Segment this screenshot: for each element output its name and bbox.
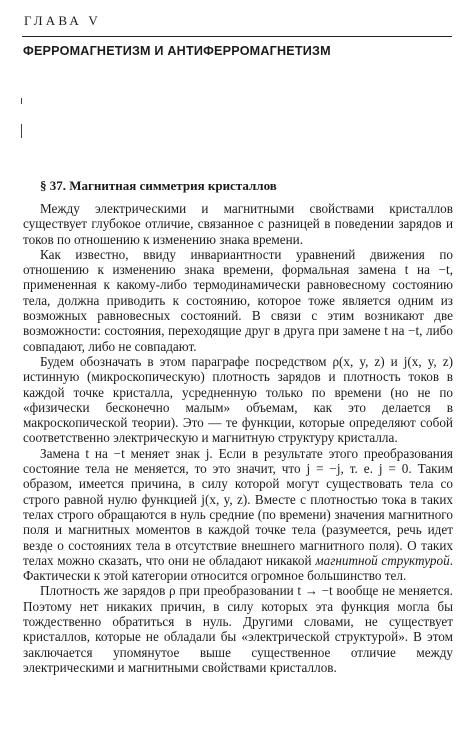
emphasis-text: магнитной структурой <box>315 552 450 568</box>
margin-mark <box>21 98 22 104</box>
chapter-label: ГЛАВА V <box>24 13 102 28</box>
paragraph: Между электрическими и магнитными свойствами кристаллов существует глубокое отличие, связанное с разницей в поведении зарядов и токов по отношению к изменению знака времени. <box>23 201 453 247</box>
paragraph-text: Замена t на −t меняет знак j. Если в результате этого преобразования состояние тела не меняется, то это значит, что j = −j, т. е. j = 0. Таким образом, имеется причина, в силу которой могут существовать тела со строго равной нулю функцией j(x, y, z). Вместе с плотностью тока в таких телах строго обращаются в нуль средние (по времени) значения магнитного поля и магнитных моментов в каждой точке тела (разумеется, речь идет везде о состояниях тела в отсутствие внешнего магнитного поля). О таких телах можно сказать, что они не обладают никакой <box>23 445 453 568</box>
paragraph: Будем обозначать в этом параграфе посредством ρ(x, y, z) и j(x, y, z) истинную (микроскопическую) плотность зарядов и плотность токов в каждой точке кристалла, усредненную только по времени (но не по «физически бесконечно малым» объемам, как это делается в макроскопической теории). Это — те функции, которые определяют собой соответственно электрическую и магнитную структуру кристалла. <box>23 353 453 446</box>
body-text <box>23 201 453 675</box>
paragraph-text: . Фактически к этой категории относится огромное большинство тел. <box>23 552 453 584</box>
chapter-title: ФЕРРОМАГНЕТИЗМ И АНТИФЕРРОМАГНЕТИЗМ <box>23 44 331 58</box>
top-rule <box>22 36 452 37</box>
margin-mark <box>21 124 22 138</box>
section-heading: § 37. Магнитная симметрия кристаллов <box>40 178 277 193</box>
paragraph: Как известно, ввиду инвариантности уравнений движения по отношению к изменению знака времени, формальная замена t на −t, примененная к какому-либо термодинамически равновесному состоянию тела, должна приводить к состоянию, которое тоже является одним из возможных равновесных состояний. В связи с этим возникают две возможности: состояния, переходящие друг в друга при замене t на −t, либо совпадают, либо не совпадают. <box>23 246 453 354</box>
paragraph: Плотность же зарядов ρ при преобразовании t → −t вообще не меняется. Поэтому нет никаких причин, в силу которых эта функция могла бы тождественно обратиться в нуль. Другими словами, не существует кристаллов, которые не обладали бы «электрической структурой». В этом заключается упомянутое выше существенное отличие между электрическими и магнитными свойствами кристаллов. <box>23 583 453 675</box>
paragraph <box>23 446 453 584</box>
